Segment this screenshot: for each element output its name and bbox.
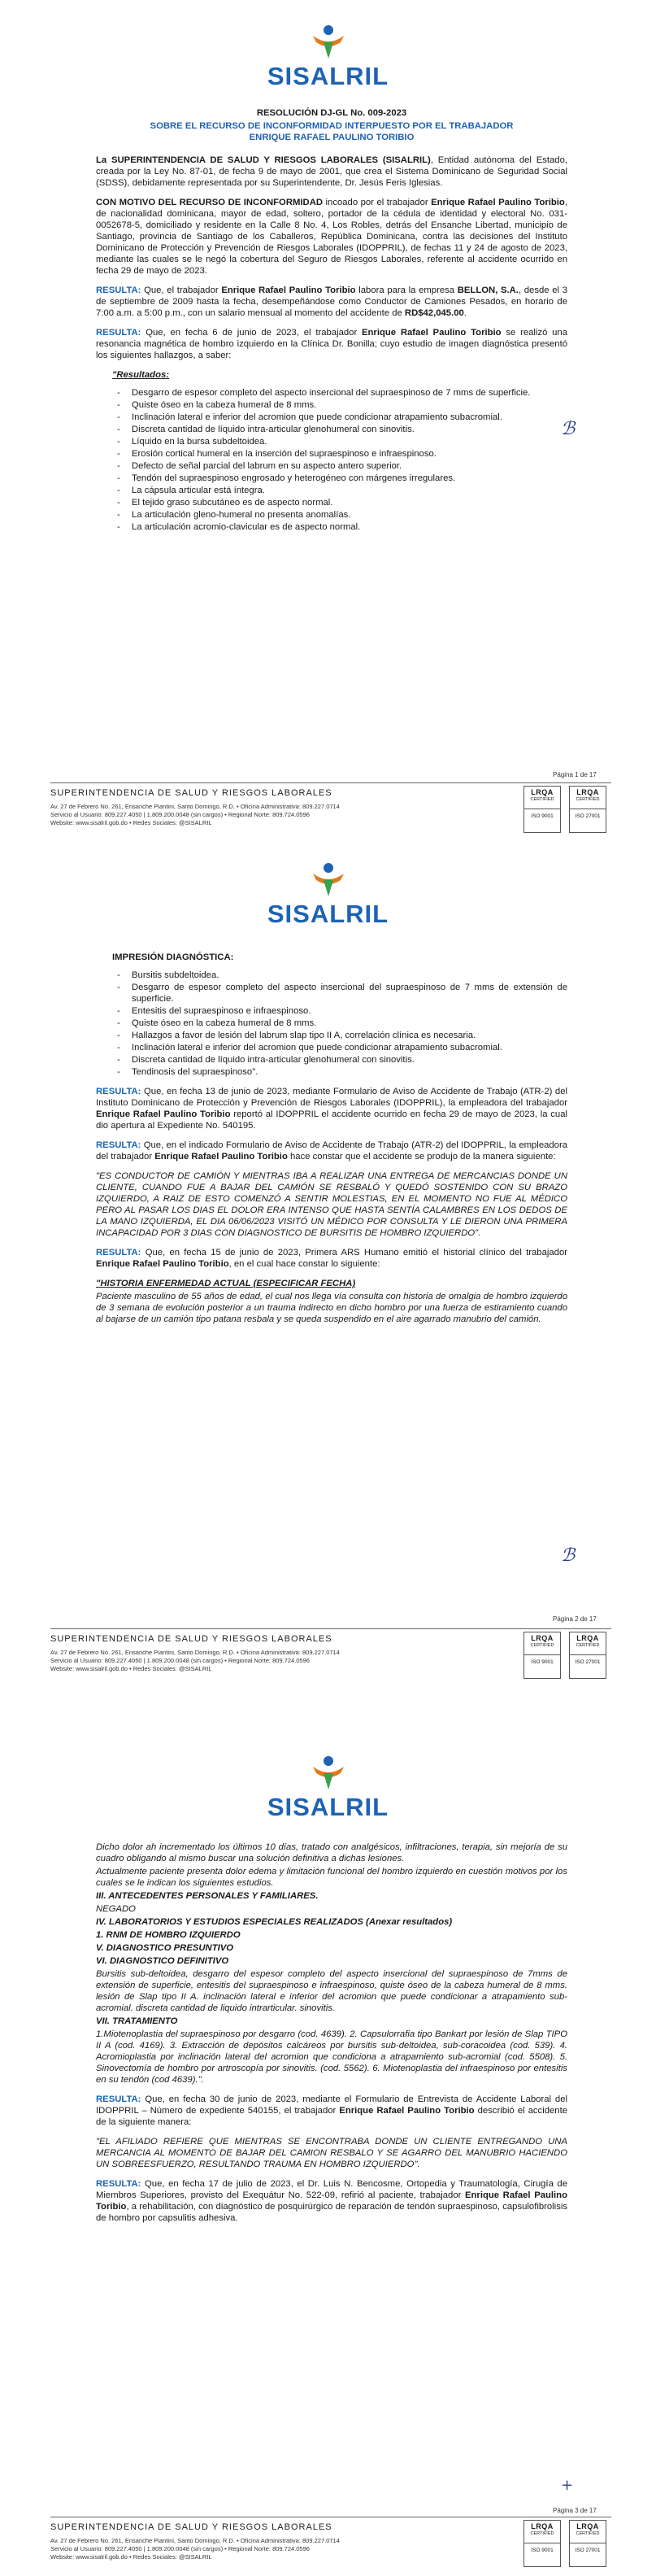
section-4-item: 1. RNM DE HOMBRO IZQUIERDO — [96, 1930, 241, 1940]
list-item: - Líquido en la bursa subdeltoidea. — [128, 436, 567, 447]
worker-name: Enrique Rafael Paulino Toribio — [362, 328, 502, 338]
resulta-6-text-a: Que, en fecha 30 de junio de 2023, mediante el Formulario de Entrevista de Accidente Laboral del IDOPPRIL – Número de expediente 540155, el trabajador — [96, 2094, 567, 2116]
resolution-title-line-2: ENRIQUE RAFAEL PAULINO TORIBIO — [249, 133, 415, 142]
cert-name: LRQA — [531, 1634, 554, 1642]
resulta-3 — [96, 1086, 567, 1131]
list-item: - Tendinosis del supraespinoso". — [128, 1066, 567, 1078]
section-5-heading: V. DIAGNOSTICO PRESUNTIVO — [96, 1943, 234, 1953]
clinical-history-heading: "HISTORIA ENFERMEDAD ACTUAL (ESPECIFICAR FECHA) — [96, 1279, 356, 1288]
page-footer — [50, 2517, 611, 2561]
footer-address: Av. 27 de Febrero No. 261, Ensanche Piantini, Santo Domingo, R.D. • Oficina Administrativa: 809.227.0714 — [50, 1649, 340, 1656]
resolution-title-line-1: SOBRE EL RECURSO DE INCONFORMIDAD INTERPUESTO POR EL TRABAJADOR — [150, 121, 514, 131]
footer-website: Website: www.sisalril.gob.do • Redes Sociales: @SISALRIL — [50, 2553, 212, 2561]
cert-name: LRQA — [576, 788, 599, 796]
company-name: BELLON, S.A. — [457, 285, 519, 295]
resulta-5 — [96, 1247, 567, 1270]
sisalril-logo — [0, 23, 656, 91]
footer-phones: Servicio al Usuario: 809.227.4050 | 1.809.200.0048 (sin cargos) • Regional Norte: 809.724.0596 — [50, 1657, 310, 1664]
list-item: - Desgarro de espesor completo del aspecto insercional del supraespinoso de 7 mms de superficie. — [128, 387, 567, 399]
page-number: Página 3 de 17 — [553, 2507, 597, 2514]
resolution-number: RESOLUCIÓN DJ-GL No. 009-2023 — [256, 108, 407, 118]
footer-heading: SUPERINTENDENCIA DE SALUD Y RIESGOS LABORALES — [50, 788, 332, 798]
resulta-7-text-b: , a rehabilitación, con diagnóstico de posquirúrgico de reparación de tendón supraespinoso, capsulofibrolisis de hombro por capsulitis adhesiva. — [96, 2202, 567, 2223]
resulta-label: RESULTA: — [96, 1248, 141, 1257]
page-number: Página 2 de 17 — [553, 1615, 597, 1623]
list-item: - La cápsula articular está íntegra. — [128, 485, 567, 496]
iso-9001-badge — [523, 786, 561, 833]
list-item: - Desgarro de espesor completo del aspecto insercional del supraespinoso de 7 mms de extensión de superficie. — [128, 982, 567, 1005]
resulta-5-text-a: Que, en fecha 15 de junio de 2023, Primera ARS Humano emitió el historial clínico del trabajador — [141, 1248, 567, 1257]
cert-name: LRQA — [576, 2522, 599, 2530]
resulta-4 — [96, 1140, 567, 1162]
list-item: - Inclinación lateral e inferior del acromion que puede condicionar atrapamiento subacromial. — [128, 412, 567, 423]
salary-amount: RD$42,045.00 — [404, 308, 464, 318]
list-item: - Discreta cantidad de líquido intra-articular glenohumeral con sinovitis. — [128, 424, 567, 435]
list-item: - El tejido graso subcutáneo es de aspecto normal. — [128, 497, 567, 508]
page-number: Página 1 de 17 — [553, 771, 597, 778]
document-page-3 — [0, 1700, 656, 2576]
footer-heading: SUPERINTENDENCIA DE SALUD Y RIESGOS LABORALES — [50, 1634, 332, 1644]
cert-sub: CERTIFIED — [530, 1643, 554, 1648]
clinical-history-body: Paciente masculino de 55 años de edad, el cual nos llega vía consulta con historia de omalgia de hombro izquierdo de 3 semana de evolución posterior a un trauma indirecto en dicho hombro por una fuerza de estiramiento cuando al bajarse de un camión tipo patana resbala y se queda suspendido en el aire agarrado manubrio del camión. — [96, 1292, 567, 1324]
cert-standard: ISO 9001 — [524, 2543, 560, 2554]
footer-phones: Servicio al Usuario: 809.227.4050 | 1.809.200.0048 (sin cargos) • Regional Norte: 809.724.0596 — [50, 2545, 310, 2552]
list-item: - Hallazgos a favor de lesión del labrum slap tipo II A, correlación clínica es necesaria. — [128, 1030, 567, 1041]
resulta-1 — [96, 285, 567, 319]
section-3-heading: III. ANTECEDENTES PERSONALES Y FAMILIARES. — [96, 1891, 319, 1901]
worker-name: Enrique Rafael Paulino Toribio — [431, 198, 565, 207]
cert-standard: ISO 27001 — [570, 1654, 606, 1666]
cert-sub: CERTIFIED — [530, 797, 554, 802]
iso-27001-badge — [569, 786, 606, 833]
cert-sub: CERTIFIED — [576, 2531, 600, 2536]
sisalril-logo-icon — [310, 861, 347, 898]
list-item: - Bursitis subdeltoidea. — [128, 970, 567, 981]
cert-name: LRQA — [531, 788, 554, 796]
section-4-heading: IV. LABORATORIOS Y ESTUDIOS ESPECIALES REALIZADOS (Anexar resultados) — [96, 1917, 453, 1927]
resulta-4-text-a: Que, en el indicado Formulario de Aviso de Accidente de Trabajo (ATR-2) del IDOPPRIL, la empleadora del trabajador — [96, 1140, 567, 1162]
findings-list — [96, 387, 567, 533]
list-item: - Erosión cortical humeral en la inserción del supraespinoso e infraespinoso. — [128, 448, 567, 460]
cert-standard: ISO 27001 — [570, 809, 606, 820]
cert-sub: CERTIFIED — [576, 797, 600, 802]
resulta-2-text-a: Que, en fecha 6 de junio de 2023, el trabajador — [141, 328, 362, 338]
resulta-6 — [96, 2094, 567, 2128]
resulta-1-text-c: , desde el 3 de septiembre de 2009 hasta la fecha, desempeñándose como Conductor de Camiones Pesados, en horario de 7:00 a.m. a 5:00 p.m., con un salario mensual al momento del accidente de — [96, 285, 567, 318]
footer-contact — [50, 1649, 432, 1673]
section-6-heading: VI. DIAGNOSTICO DEFINITIVO — [96, 1956, 229, 1966]
resulta-1-text-d: . — [463, 308, 467, 318]
cert-name: LRQA — [576, 1634, 599, 1642]
motivo-bold: CON MOTIVO DEL RECURSO DE INCONFORMIDAD — [96, 198, 324, 207]
intro-rest: , Entidad autónoma del Estado, creada por la Ley No. 87-01, de fecha 9 de mayo de 2001, que crea el Sistema Dominicano de Seguridad Social (SDSS), debidamente representada por su Superintendente, Dr. Jesús Feris Iglesias. — [96, 155, 568, 188]
page-footer — [50, 1628, 611, 1673]
cert-sub: CERTIFIED — [530, 2531, 554, 2536]
resulta-label: RESULTA: — [96, 328, 141, 338]
worker-name: Enrique Rafael Paulino Toribio — [96, 1109, 231, 1119]
list-item: - La articulación acromio-clavicular es de aspecto normal. — [128, 521, 567, 533]
footer-divider — [50, 1628, 611, 1629]
footer-website: Website: www.sisalril.gob.do • Redes Sociales: @SISALRIL — [50, 1665, 212, 1672]
worker-name: Enrique Rafael Paulino Toribio — [339, 2106, 475, 2116]
resulta-3-text-a: Que, en fecha 13 de junio de 2023, mediante Formulario de Aviso de Accidente de Trabajo (ATR-2) del Instituto Dominicano de Protección y Prevención de Riesgos Laborales (IDOPPRIL), la empleadora del trabajador — [96, 1087, 567, 1108]
sisalril-logo-icon — [310, 1754, 347, 1791]
cert-standard: ISO 9001 — [524, 809, 560, 820]
clinical-history-continued-1: Dicho dolor ah incrementado los últimos 10 días, tratado con analgésicos, infiltraciones, terapia, sin mejoría de su cuadro obligando al mismo buscar una solución definitiva a dichas lesiones. — [96, 1842, 567, 1863]
resulta-label: RESULTA: — [96, 1140, 141, 1150]
resulta-label: RESULTA: — [96, 1087, 141, 1096]
list-item: - Entesitis del supraespinoso e infraespinoso. — [128, 1005, 567, 1017]
intro-paragraph — [96, 155, 567, 189]
page-footer — [50, 782, 611, 827]
page-2-body — [96, 952, 567, 1333]
impressions-list — [96, 970, 567, 1078]
sisalril-logo-icon — [310, 23, 347, 60]
list-item: - Quiste óseo en la cabeza humeral de 8 mms. — [128, 1018, 567, 1029]
worker-name: Enrique Rafael Paulino Toribio — [221, 285, 356, 295]
list-item: - Discreta cantidad de líquido intra-articular glenohumeral con sinovitis. — [128, 1054, 567, 1066]
section-7-heading: VII. TRATAMIENTO — [96, 2016, 178, 2026]
impression-heading: IMPRESIÓN DIAGNÓSTICA: — [112, 952, 234, 962]
worker-name: Enrique Rafael Paulino Toribio — [96, 2190, 567, 2212]
iso-9001-badge — [523, 2520, 561, 2567]
iso-27001-badge — [569, 2520, 606, 2567]
document-page-1 — [0, 0, 656, 846]
logo-text: SISALRIL — [267, 1793, 389, 1821]
footer-address: Av. 27 de Febrero No. 261, Ensanche Piantini, Santo Domingo, R.D. • Oficina Administrativa: 809.227.0714 — [50, 2537, 340, 2544]
cert-name: LRQA — [531, 2522, 554, 2530]
worker-name: Enrique Rafael Paulino Toribio — [154, 1152, 288, 1162]
resulta-1-text-b: labora para la empresa — [355, 285, 458, 295]
iso-27001-badge — [569, 1632, 606, 1679]
resulta-7 — [96, 2178, 567, 2224]
handwritten-initial: ℬ — [561, 419, 576, 439]
handwritten-mark: + — [561, 2477, 574, 2494]
intro-bold: La SUPERINTENDENCIA DE SALUD Y RIESGOS LABORALES (SISALRIL) — [96, 155, 431, 165]
cert-sub: CERTIFIED — [576, 1643, 600, 1648]
logo-text: SISALRIL — [267, 900, 389, 928]
handwritten-initial: ℬ — [561, 1545, 576, 1566]
list-item: - Defecto de señal parcial del labrum en su aspecto antero superior. — [128, 460, 567, 472]
list-item: - Inclinación lateral e inferior del acromion que puede condicionar atrapamiento subacromial. — [128, 1042, 567, 1053]
footer-contact — [50, 803, 432, 827]
sisalril-logo — [0, 861, 656, 929]
worker-name: Enrique Rafael Paulino Toribio — [96, 1259, 229, 1269]
sisalril-logo — [0, 1754, 656, 1822]
footer-contact — [50, 2537, 432, 2561]
accident-description-quote: "ES CONDUCTOR DE CAMIÓN Y MIENTRAS IBA A REALIZAR UNA ENTREGA DE MERCANCIAS DONDE UN CLIENTE, CUANDO FUE A BAJAR DEL CAMIÓN SE RESBALÓ Y QUEDÓ SOSTENIDO CON SU BRAZO IZQUIERDO, A RAIZ DE ESTO COMENZÓ A SENTIR MOLESTIAS, EN EL MOMENTO NO FUE AL MÉDICO PERO AL PASAR LOS DIAS EL DOLOR ERA INTENSO QUE HASTA SENTÍA CALAMBRES EN LOS DEDOS DE LA MANO IZQUIERDA, EL DIA 06/06/2023 VISITÓ UN MÉDICO POR CONSULTA Y LE DIERON UNA PRIMERA INCAPACIDAD POR 3 DIAS CON DIAGNOSTICO DE BURSITIS DE HOMBRO IZQUIERDO". — [96, 1171, 567, 1238]
motivo-text-a: incoado por el trabajador — [323, 198, 432, 207]
list-item: - Quiste óseo en la cabeza humeral de 8 mms. — [128, 399, 567, 411]
logo-text: SISALRIL — [267, 62, 389, 90]
resulta-label: RESULTA: — [96, 2094, 141, 2104]
footer-divider — [50, 782, 611, 783]
footer-website: Website: www.sisalril.gob.do • Redes Sociales: @SISALRIL — [50, 819, 212, 826]
iso-9001-badge — [523, 1632, 561, 1679]
list-item: - La articulación gleno-humeral no presenta anomalías. — [128, 509, 567, 521]
cert-standard: ISO 9001 — [524, 1654, 560, 1666]
page-1-body — [96, 107, 567, 541]
resulta-4-text-b: hace constar que el accidente se produjo de la manera siguiente: — [287, 1152, 556, 1162]
clinical-history-continued-2: Actualmente paciente presenta dolor edema y limitación funcional del hombro izquierdo en cuestión motivos por los cuales se le indican los siguientes estudios. — [96, 1867, 567, 1888]
section-7-body: 1.Miotenoplastia del supraespinoso por desgarro (cod. 4639). 2. Capsulorrafia tipo Bankart por lesión de Slap TIPO II A (cod. 4169). 3. Extracción de depósitos calcáreos por bursitis sub-deltoidea, sub-coracoidea (cod. 539). 4. Acromioplastia por inclinación lateral del acromion que condiciona a atrapamiento sub-acromial (cod. 5508). 5. Sinovectomía de hombro por artroscopía por sinovitis. (cod. 5562). 6. Miotenoplastia del infraespinoso por entesitis en su tendón (cod 4639).". — [96, 2029, 567, 2085]
document-page-2 — [0, 846, 656, 1700]
results-heading: "Resultados: — [112, 370, 170, 380]
section-6-body: Bursitis sub-deltoidea, desgarro del espesor completo del aspecto insercional del supraespinoso de 7mms de extensión de superficie, entesitis del supraespinoso e infraespinoso, quiste óseo de la cabeza humeral de 8 mms. lesión de Slap tipo II A. inclinación lateral e inferior del acromion que puede condicionar a atrapamiento sub-acromial. discreta cantidad de liquido intrarticular. sinovitis. — [96, 1969, 567, 2013]
resulta-label: RESULTA: — [96, 285, 141, 295]
motivo-paragraph — [96, 197, 567, 277]
footer-phones: Servicio al Usuario: 809.227.4050 | 1.809.200.0048 (sin cargos) • Regional Norte: 809.724.0596 — [50, 811, 310, 818]
resulta-6-text-b: describió el accidente de la siguiente manera: — [96, 2106, 567, 2127]
cert-standard: ISO 27001 — [570, 2543, 606, 2554]
resulta-2 — [96, 327, 567, 361]
section-3-value: NEGADO — [96, 1904, 136, 1914]
worker-interview-quote: "EL AFILIADO REFIERE QUE MIENTRAS SE ENCONTRABA DONDE UN CLIENTE ENTREGANDO UNA MERCANCIA AL MOMENTO DE BAJAR DEL CAMION RESBALO Y SE AGARRO DEL MANUBRIO HACIENDO UN SOBREESFUERZO, RESULTANDO TRAUMA EN HOMBRO IZQUIERDO". — [96, 2137, 567, 2169]
resulta-2-text-b: se realizó una resonancia magnética de hombro izquierdo en la Clínica Dr. Bonilla; cuyo estudio de imagen diagnóstica presentó los siguientes hallazgos, a saber: — [96, 328, 567, 360]
resulta-7-text-a: Que, en fecha 17 de julio de 2023, el Dr. Luis N. Bencosme, Ortopedia y Traumatología, Cirugía de Miembros Superiores, provisto del Exequátur No. 522-09, refirió al paciente, trabajador — [96, 2179, 567, 2200]
resulta-5-text-b: , en el cual hace constar lo siguiente: — [228, 1259, 380, 1269]
resulta-1-text-a: Que, el trabajador — [141, 285, 222, 295]
footer-address: Av. 27 de Febrero No. 261, Ensanche Piantini, Santo Domingo, R.D. • Oficina Administrativa: 809.227.0714 — [50, 803, 340, 810]
page-3-body — [96, 1842, 567, 2232]
motivo-text-b: , de nacionalidad dominicana, mayor de edad, soltero, portador de la cédula de identidad y electoral No. 031-0052678-5, domiciliado y residente en la Calle 8 No. 4, Los Robles, detrás del Ensanche Libertad, municipio de Santiago, provincia de Santiago de los Caballeros, República Dominicana, contra las decisiones del Instituto Dominicano de Protección y Prevención de Riesgos Laborales (IDOPPRIL), de fechas 11 y 24 de agosto de 2023, mediante las cuales se le negó la cobertura del Seguro de Riesgos Laborales, referente al accidente ocurrido en fecha 29 de mayo de 2023. — [96, 198, 567, 276]
resulta-label: RESULTA: — [96, 2179, 141, 2189]
list-item: - Tendón del supraespinoso engrosado y heterogéneo con márgenes irregulares. — [128, 473, 567, 484]
resulta-3-text-b: reportó al IDOPPRIL el accidente ocurrido en fecha 29 de mayo de 2023, la cual dio apertura al Expediente No. 540195. — [96, 1109, 567, 1131]
footer-heading: SUPERINTENDENCIA DE SALUD Y RIESGOS LABORALES — [50, 2522, 332, 2532]
